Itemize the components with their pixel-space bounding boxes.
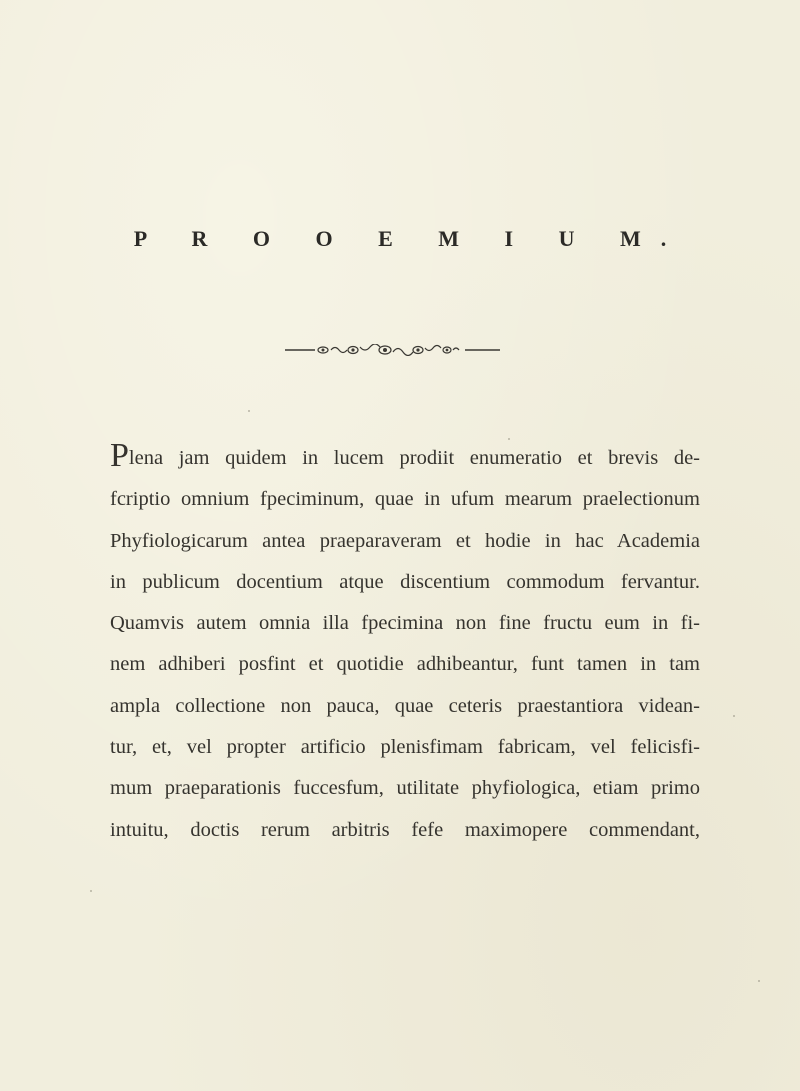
- decorative-rule-ornament-icon: [285, 344, 500, 356]
- page-title: P R O O E M I U M.: [133, 226, 687, 251]
- main-paragraph: [110, 438, 700, 851]
- text-line: mum praeparationis fuccesfum, utilitate phyfiologica, etiam primo: [110, 777, 700, 800]
- text-line: ampla collectione non pauca, quae ceteris praestantiora videan-: [110, 694, 700, 717]
- text-line: Phyfiologicarum antea praeparaveram et hodie in hac Academia: [110, 529, 700, 552]
- paper-speck: [508, 438, 510, 440]
- first-line-text: lena jam quidem in lucem prodiit enumeratio et brevis de-: [128, 447, 700, 469]
- text-line: Quamvis autem omnia illa fpecimina non fine fructu eum in fi-: [110, 612, 700, 635]
- text-line: tur, et, vel propter artificio plenisfimam fabricam, vel felicisfi-: [110, 736, 700, 759]
- paper-speck: [90, 890, 92, 892]
- paper-speck: [758, 980, 760, 982]
- paper-speck: [248, 410, 250, 412]
- text-line-1: [110, 438, 700, 479]
- drop-cap: P: [110, 437, 129, 474]
- text-line: fcriptio omnium fpeciminum, quae in ufum mearum praelectionum: [110, 488, 700, 511]
- text-line: nem adhiberi posfint et quotidie adhibeantur, funt tamen in tam: [110, 653, 700, 676]
- paper-speck: [733, 715, 735, 717]
- text-line: in publicum docentium atque discentium commodum fervantur.: [110, 570, 700, 593]
- text-line: intuitu, doctis rerum arbitris fefe maximopere commendant,: [110, 818, 700, 841]
